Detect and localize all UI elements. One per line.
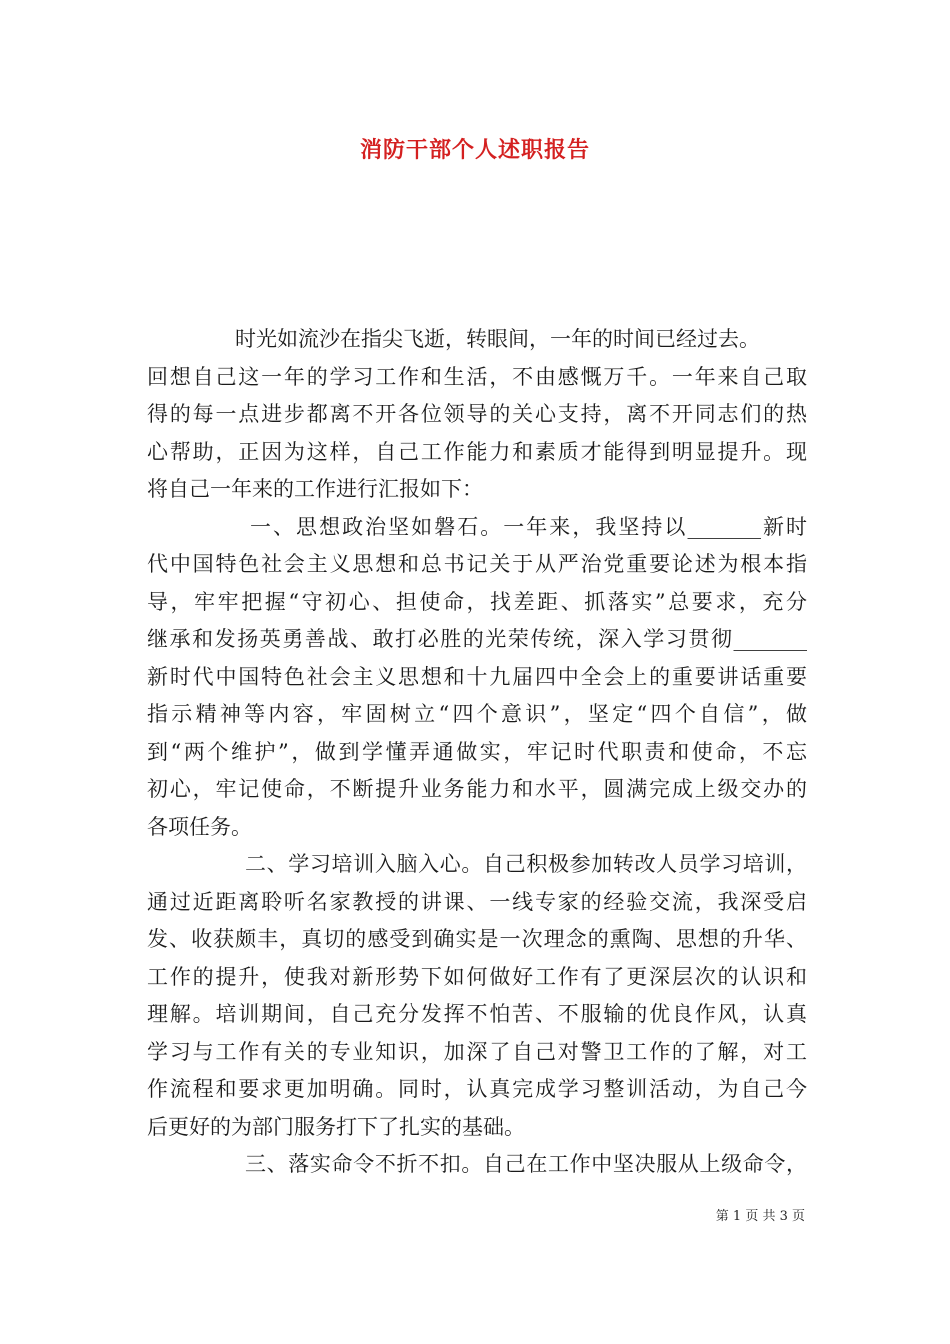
paragraph-line: 后更好的为部门服务打下了扎实的基础。 — [147, 1115, 525, 1139]
paragraph-line: 初心，牢记使命，不断提升业务能力和水平，圆满完成上级交办的 — [147, 777, 807, 801]
paragraph-line: 工作的提升，使我对新形势下如何做好工作有了更深层次的认识和 — [147, 965, 807, 989]
document-title: 消防干部个人述职报告 — [359, 137, 590, 163]
paragraph-line: 作流程和要求更加明确。同时，认真完成学习整训活动，为自己今 — [147, 1077, 807, 1101]
paragraph-line: 发、收获颇丰，真切的感受到确实是一次理念的熏陶、思想的升华、 — [147, 927, 807, 951]
paragraph-line: 得的每一点进步都离不开各位领导的关心支持，离不开同志们的热 — [147, 402, 807, 426]
paragraph-line: 三、落实命令不折不扣。自己在工作中坚决服从上级命令， — [245, 1152, 807, 1176]
paragraph-line: 理解。培训期间，自己充分发挥不怕苦、不服输的优良作风，认真 — [147, 1002, 807, 1026]
paragraph-line: 回想自己这一年的学习工作和生活，不由感慨万千。一年来自己取 — [147, 365, 807, 389]
paragraph-line: 导，牢牢把握“守初心、担使命，找差距、抓落实”总要求，充分 — [147, 590, 807, 614]
paragraph-line: 新时代中国特色社会主义思想和十九届四中全会上的重要讲话重要 — [147, 665, 807, 689]
paragraph-line: 指示精神等内容，牢固树立“四个意识”，坚定“四个自信”，做 — [147, 702, 807, 726]
paragraph-line: 将自己一年来的工作进行汇报如下： — [147, 477, 483, 501]
paragraph-line: 二、学习培训入脑入心。自己积极参加转改人员学习培训， — [245, 852, 807, 876]
paragraph-line: 继承和发扬英勇善战、敢打必胜的光荣传统，深入学习贯彻_______ — [147, 627, 807, 651]
paragraph-line: 到“两个维护”，做到学懂弄通做实，牢记时代职责和使命，不忘 — [147, 740, 807, 764]
paragraph-line: 通过近距离聆听名家教授的讲课、一线专家的经验交流，我深受启 — [147, 890, 807, 914]
page-footer: 第 1 页 共 3 页 — [715, 1209, 805, 1224]
paragraph-line: 时光如流沙在指尖飞逝，转眼间，一年的时间已经过去。 — [235, 327, 760, 351]
paragraph-line: 学习与工作有关的专业知识，加深了自己对警卫工作的了解，对工 — [147, 1040, 807, 1064]
paragraph-line: 代中国特色社会主义思想和总书记关于从严治党重要论述为根本指 — [147, 552, 807, 576]
paragraph-line: 心帮助，正因为这样，自己工作能力和素质才能得到明显提升。现 — [147, 440, 807, 464]
paragraph-line: 一、思想政治坚如磐石。一年来，我坚持以_______新时 — [250, 515, 807, 539]
paragraph-line: 各项任务。 — [147, 815, 252, 839]
